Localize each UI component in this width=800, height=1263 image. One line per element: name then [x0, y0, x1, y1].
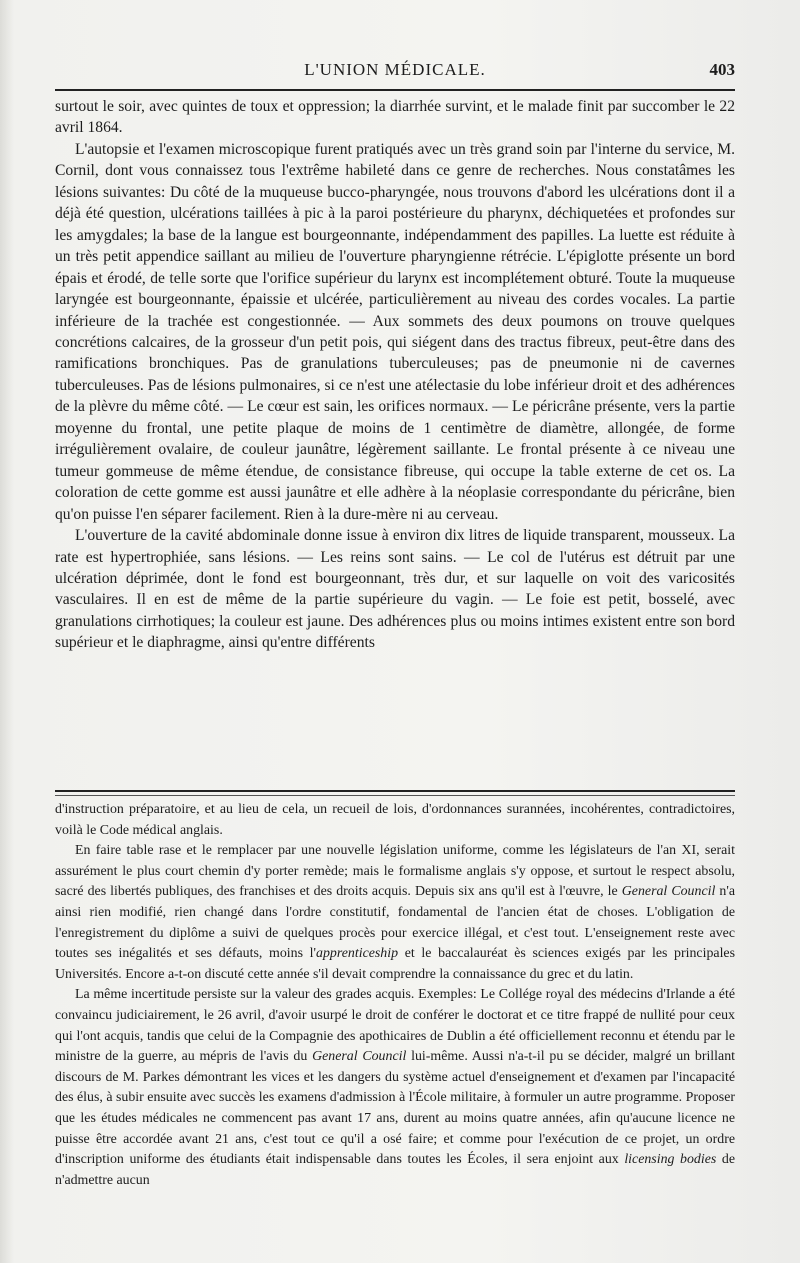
running-title: L'UNION MÉDICALE. — [304, 60, 486, 79]
italic-term: apprenticeship — [316, 946, 399, 962]
feuilleton-text — [55, 800, 735, 1191]
paragraph: L'autopsie et l'examen microscopique furent pratiqués avec un très grand soin par l'interne du service, M. Cornil, dont vous connaissez tous l'extrême habileté dans ce genre de recherches. Nous constatâmes les lésions suivantes: Du côté de la muqueuse bucco-pharyngée, nous trouvons d'abord les ulcérations dont il a déjà été question, ulcérations taillées à pic à la paroi postérieure du pharynx, déchiquetées et profondes sur les amygdales; la base de la langue est bourgeonnante, indépendamment des papilles. La luette est réduite à un très petit appendice saillant au milieu de l'ouverture pharyngienne rétrécie. L'épiglotte présente un bord épais et érodé, de telle sorte que l'orifice supérieur du larynx est incomplétement obturé. Toute la muqueuse laryngée est bourgeonnante, épaissie et ulcérée, particulièrement au niveau des cordes vocales. La partie inférieure de la trachée est congestionnée. — Aux sommets des deux poumons on trouve quelques concrétions calcaires, de la grosseur d'un petit pois, qui siégent dans des tractus fibreux, peut-être dans des ramifications bronchiques. Pas de granulations tuberculeuses; pas de pneumonie ni de cavernes tuberculeuses. Pas de lésions pulmonaires, si ce n'est une atélectasie du lobe inférieur droit et des adhérences de la plèvre du même côté. — Le cœur est sain, les orifices normaux. — Le péricrâne présente, vers la partie moyenne du frontal, une petite plaque de moins de 1 centimètre de diamètre, allongée, de forme irrégulièrement ovalaire, de couleur jaunâtre, légèrement saillante. Le frontal présente à ce niveau une tumeur gommeuse de même étendue, de consistance fibreuse, qui occupe la table externe de cet os. La coloration de cette gomme est aussi jaunâtre et elle adhère à la néoplasie correspondante du péricrâne, bien qu'on puisse l'en séparer facilement. Rien à la dure-mère ni au cerveau. — [55, 140, 735, 523]
main-text — [55, 96, 735, 654]
paragraph: L'ouverture de la cavité abdominale donne issue à environ dix litres de liquide transparent, mousseux. La rate est hypertrophiée, sans lésions. — Les reins sont sains. — Le col de l'utérus est détruit par une ulcération déprimée, dont le fond est bourgeonnant, très dur, et sur laquelle on voit des varicosités vasculaires. Il en est de même de la partie supérieure du vagin. — Le foie est petit, bosselé, avec granulations cirrhotiques; la couleur est jaune. Des adhérences plus ou moins intimes existent entre son bord supérieur et le diaphragme, ainsi qu'entre différents — [55, 527, 735, 652]
section-rule — [55, 790, 735, 792]
text-run: En faire table rase et le remplacer par une nouvelle législation uniforme, comme les législateurs de l'an XI, serait assurément le plus court chemin d'y porter remède; mais le formalisme anglais s'y oppose, et surtout le respect absolu, sacré des libertés publiques, des franchises et des droits acquis. Depuis six ans qu'il est à l'œuvre, le — [55, 843, 735, 900]
paragraph: d'instruction préparatoire, et au lieu de cela, un recueil de lois, d'ordonnances surannées, incohérentes, contradictoires, voilà le Code médical anglais. — [55, 802, 735, 838]
text-run: n'a ainsi rien modifié, rien changé dans l'ordre constitutif, fondamental de l'ancien état de choses. L'obligation de l'enregistrement du diplôme a suivi de quelques procès pour exercice illégal, et c'est tout. L'enseignement reste avec toutes ses inégalités et ses défauts, moins l' — [55, 884, 735, 962]
italic-term: General Council — [621, 884, 716, 900]
paragraph — [55, 985, 735, 1191]
paragraph: surtout le soir, avec quintes de toux et oppression; la diarrhée survint, et le malade finit par succomber le 22 avril 1864. — [55, 98, 735, 137]
section-rule-thin — [55, 795, 735, 796]
text-run: et le baccalauréat ès sciences exigés par les principales Universités. Encore a-t-on discuté cette année s'il devait comprendre la connaissance du grec et du latin. — [55, 946, 736, 982]
page-number: 403 — [709, 60, 735, 79]
text-run: La même incertitude persiste sur la valeur des grades acquis. Exemples: Le Collége royal des médecins d'Irlande a été convaincu judiciairement, le 26 avril, d'avoir usurpé le droit de conférer le doctorat et ce titre frappé de nullité pour ceux qui l'ont acquis, tandis que celui de la Compagnie des apothicaires de Dublin a été officiellement reconnu et étendu par le ministre de la guerre, au mépris de l'avis du — [55, 987, 735, 1065]
text-run: lui-même. Aussi n'a-t-il pu se décider, malgré un brillant discours de M. Parkes démontrant les vices et les dangers du système actuel d'enseignement et d'examen par l'incapacité des élus, à subir ensuite avec succès les examens d'admission à l'École militaire, à formuler un autre programme. Proposer que les études médicales ne commencent pas avant 17 ans, durent au moins quatre années, afin qu'aucune licence ne puisse être accordée avant 21 ans, c'est tout ce qu'il a osé faire; et comme pour l'exécution de ce projet, un ordre d'inscription uniforme des étudiants était indispensable dans toutes les Écoles, il sera enjoint aux — [55, 1049, 736, 1168]
page-header — [55, 60, 735, 86]
text-run: de n'admettre aucun — [55, 1152, 735, 1188]
italic-term: General Council — [312, 1049, 407, 1065]
italic-term: licensing bodies — [624, 1152, 717, 1168]
paragraph — [55, 841, 735, 985]
header-rule — [55, 89, 735, 91]
